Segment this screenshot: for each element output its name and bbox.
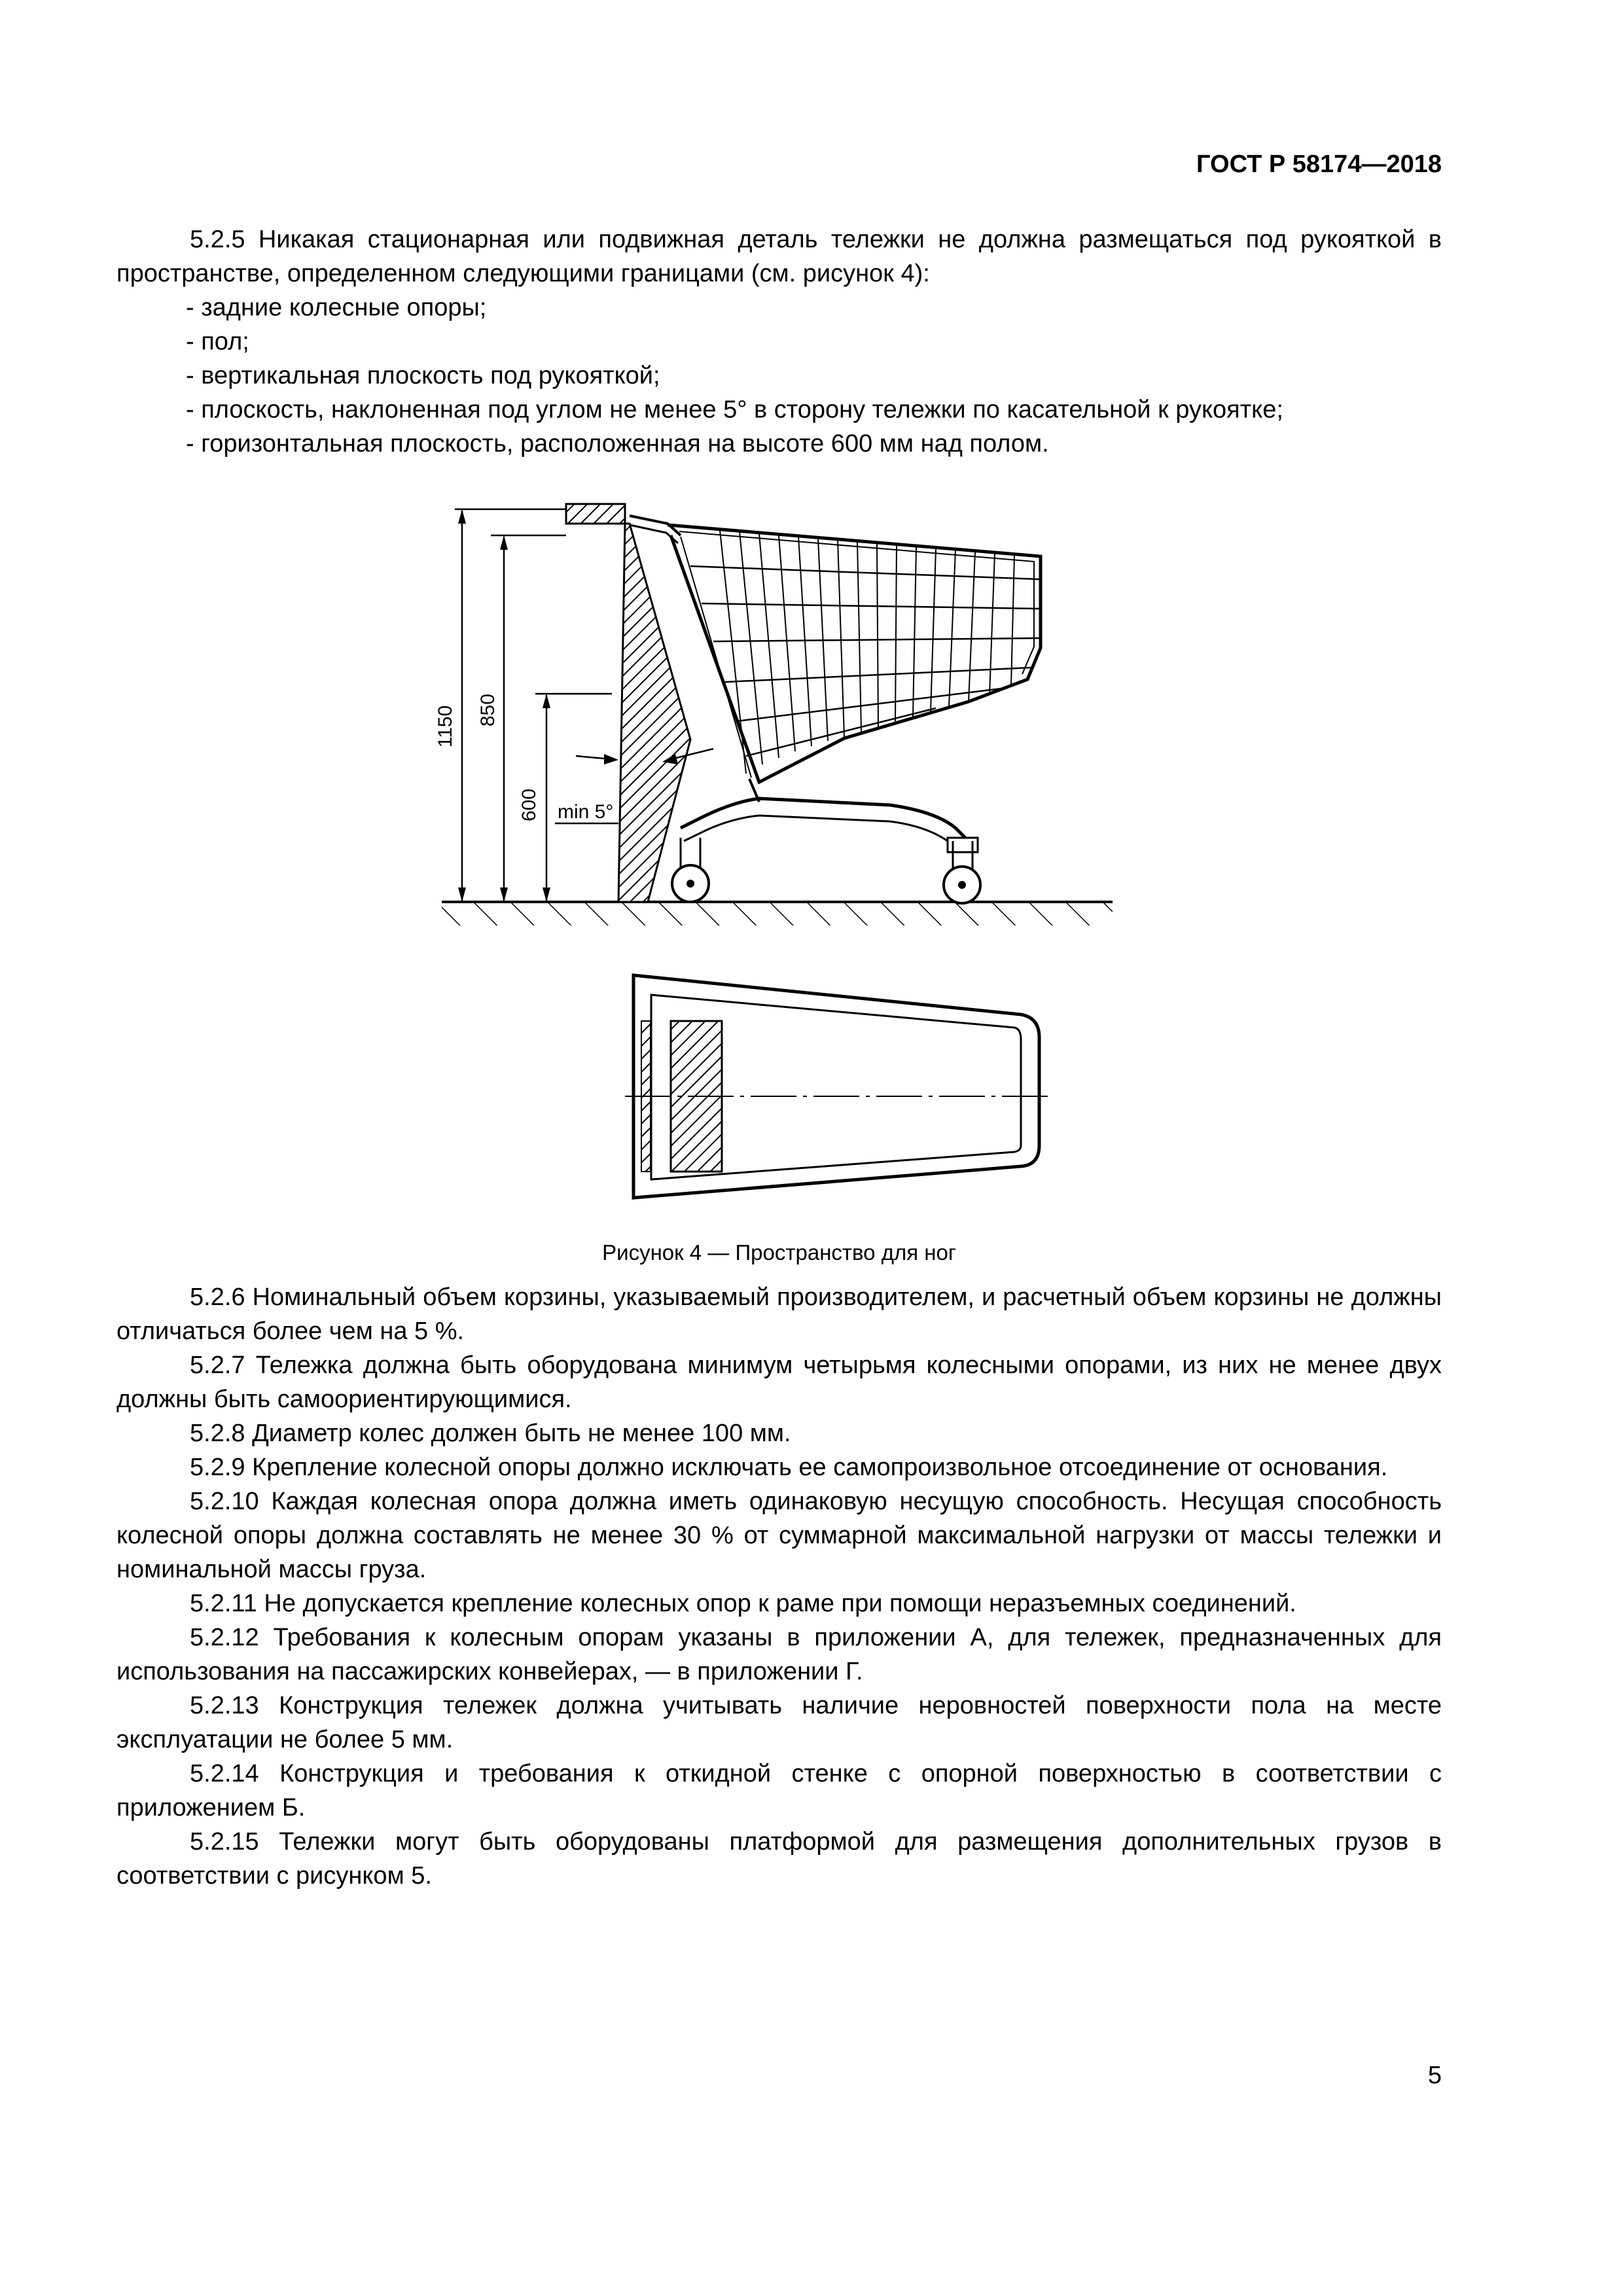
figure-4-legroom [393, 452, 1178, 1276]
paragraph: 5.2.13 Конструкция тележек должна учитывать наличие неровностей поверхности пола на месте эксплуатации не более 5 мм. [116, 1692, 1442, 1753]
plan-view [625, 975, 1054, 1198]
paragraph: 5.2.11 Не допускается крепление колесных опор к раме при помощи неразъемных соединений. [190, 1590, 1296, 1617]
paragraph: 5.2.6 Номинальный объем корзины, указываемый производителем, и расчетный объем корзины не должны отличаться более чем на 5 %. [116, 1283, 1442, 1345]
paragraph: 5.2.8 Диаметр колес должен быть не менее 100 мм. [190, 1420, 791, 1447]
dimension-label: 850 [477, 693, 499, 727]
dimension-label: 600 [518, 788, 540, 822]
side-view [435, 504, 1113, 925]
dimension-label: 1150 [435, 705, 456, 748]
paragraph: 5.2.14 Конструкция и требования к откидной стенке с опорной поверхностью в соответствии с приложением Б. [116, 1760, 1442, 1821]
paragraph: 5.2.7 Тележка должна быть оборудована минимум четырьмя колесными опорами, из них не менее двух должны быть самоориентирующимися. [116, 1352, 1442, 1413]
cart-side [630, 516, 1041, 877]
paragraph-5-2-5: 5.2.5 Никакая стационарная или подвижная деталь тележки не должна размещаться под рукояткой в пространстве, определенном следующими границами (см. рисунок 4): [116, 226, 1442, 287]
paragraph: 5.2.10 Каждая колесная опора должна иметь одинаковую несущую способность. Несущая способность колесной опоры должна составлять не менее 30 % от суммарной максимальной нагрузки от массы тележки и номинальной массы груза. [116, 1488, 1442, 1583]
sections-5-2-6-to-5-2-15 [116, 1280, 1442, 1893]
page-number: 5 [1427, 2062, 1442, 2089]
rear-wheel-hub [687, 880, 694, 888]
document-header: ГОСТ Р 58174—2018 [1196, 151, 1442, 178]
paragraph: 5.2.12 Требования к колесным опорам указаны в приложении А, для тележек, предназначенных для использования на пассажирских конвейерах, — в приложении Г. [116, 1624, 1442, 1685]
paragraph: 5.2.15 Тележки могут быть оборудованы платформой для размещения дополнительных грузов в соответствии с рисунком 5. [116, 1828, 1442, 1890]
figure-caption: Рисунок 4 — Пространство для ног [602, 1240, 956, 1265]
floor-hatching [442, 903, 1113, 925]
list-item: - задние колесные опоры; [186, 294, 487, 321]
list-item: - плоскость, наклоненная под углом не менее 5° в сторону тележки по касательной к рукоятке; [186, 396, 1283, 423]
angle-label: min 5° [558, 801, 614, 823]
list-item: - горизонтальная плоскость, расположенная на высоте 600 мм над полом. [186, 430, 1049, 457]
handle-block [566, 504, 625, 524]
angle-arrowhead [604, 754, 618, 764]
list-item: - пол; [186, 328, 249, 355]
cart-diagram [393, 452, 1178, 1276]
front-wheel-hub [958, 881, 966, 889]
section-5-2-5 [116, 223, 1442, 461]
list-item: - вертикальная плоскость под рукояткой; [186, 362, 660, 389]
paragraph: 5.2.9 Крепление колесной опоры должно исключать ее самопроизвольное отсоединение от основания. [190, 1454, 1388, 1481]
